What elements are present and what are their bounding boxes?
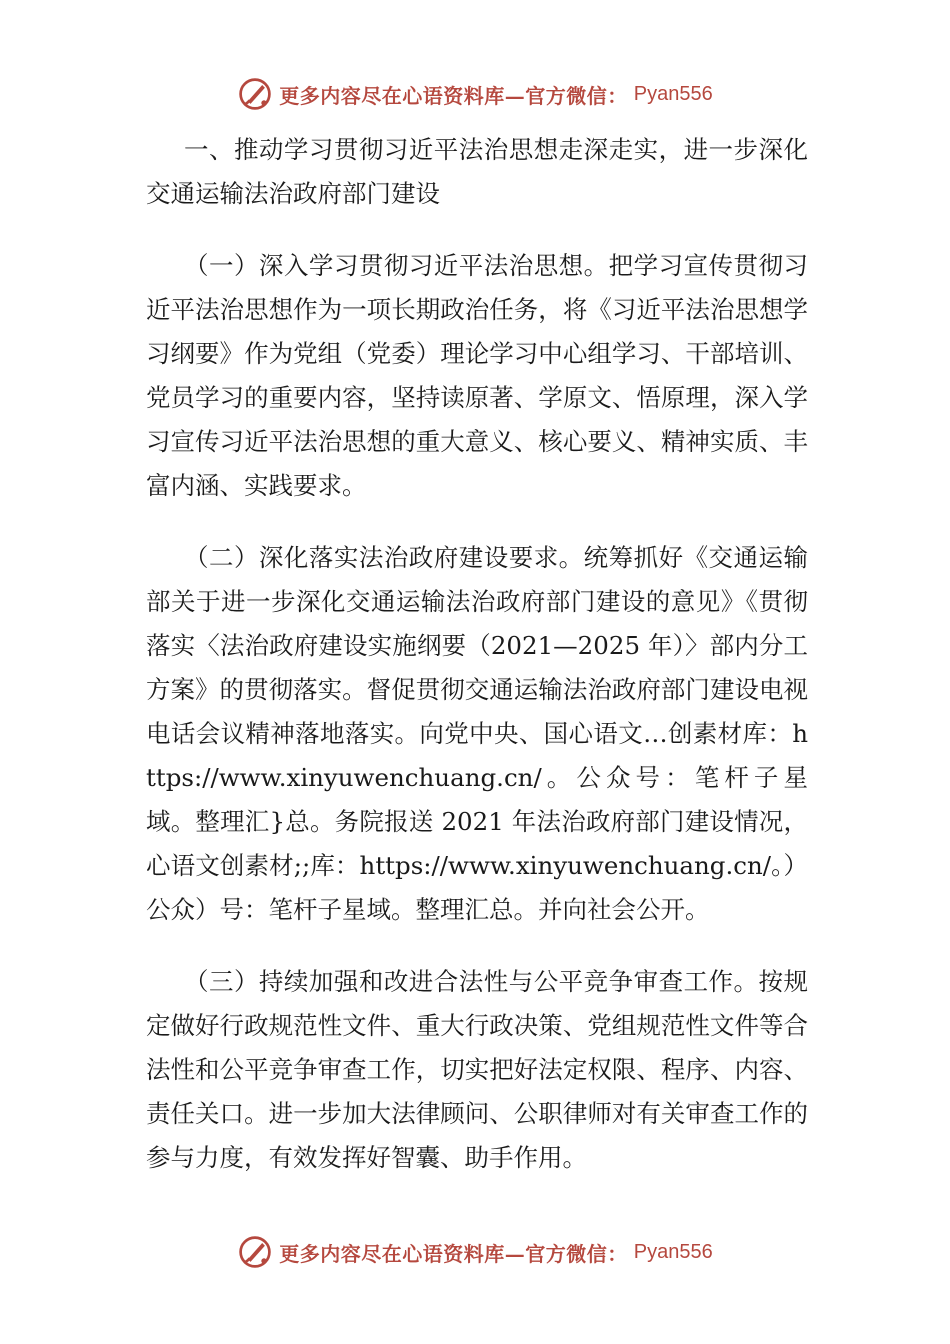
brush-logo-icon	[237, 1234, 273, 1270]
banner-text: 更多内容尽在心语资料库—官方微信：	[279, 83, 628, 108]
paragraph-2: （二）深化落实法治政府建设要求。统筹抓好《交通运输部关于进一步深化交通运输法治政府部门建设的意见》《贯彻落实〈法治政府建设实施纲要（2021—2025 年）〉部内分工方案》的贯彻落实。督促贯彻交通运输法治政府部门建设电视电话会议精神落地落实。向党中央、国心语文…创素材库：https://www.xinyuwenchuang.cn/。公众号：笔杆子星域。整理汇}总。务院报送 2021 年法治政府部门建设情况，心语文创素材;;库：https://www.xinyuwenchuang.cn/。）公众）号：笔杆子星域。整理汇总。并向社会公开。	[146, 543, 808, 924]
document-body	[146, 128, 808, 1208]
banner-text: 更多内容尽在心语资料库—官方微信：	[279, 1241, 628, 1266]
banner-wechat-id: Pyan556	[633, 1240, 713, 1263]
banner-wechat-id: Pyan556	[633, 82, 713, 105]
paragraph-3: （三）持续加强和改进合法性与公平竞争审查工作。按规定做好行政规范性文件、重大行政决策、党组规范性文件等合法性和公平竞争审查工作，切实把好法定权限、程序、内容、责任关口。进一步加大法律顾问、公职律师对有关审查工作的参与力度，有效发挥好智囊、助手作用。	[146, 967, 808, 1172]
footer-banner	[0, 1230, 950, 1274]
paragraph-1: （一）深入学习贯彻习近平法治思想。把学习宣传贯彻习近平法治思想作为一项长期政治任务，将《习近平法治思想学习纲要》作为党组（党委）理论学习中心组学习、干部培训、党员学习的重要内容，坚持读原著、学原文、悟原理，深入学习宣传习近平法治思想的重大意义、核心要义、精神实质、丰富内涵、实践要求。	[146, 251, 808, 500]
section-heading: 一、推动学习贯彻习近平法治思想走深走实，进一步深化交通运输法治政府部门建设	[146, 135, 808, 208]
brush-logo-icon	[237, 76, 273, 112]
header-banner	[0, 72, 950, 116]
